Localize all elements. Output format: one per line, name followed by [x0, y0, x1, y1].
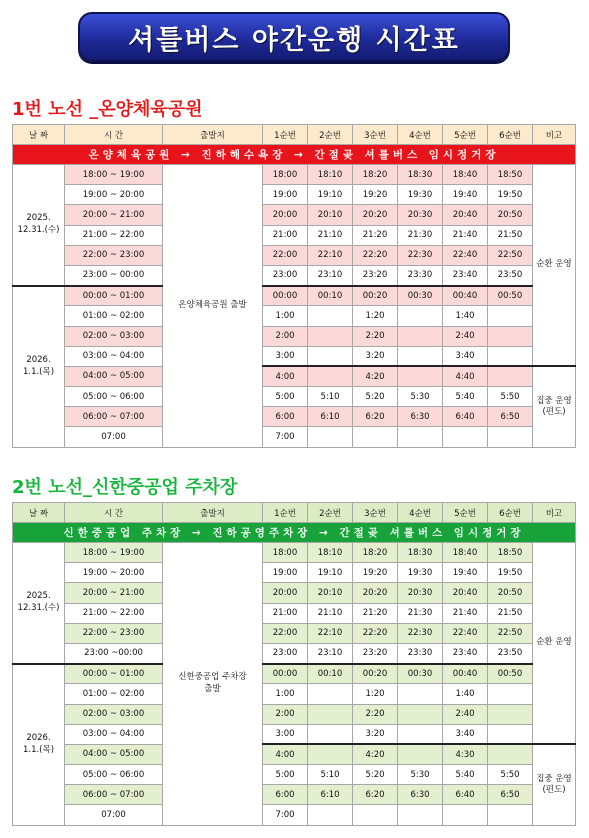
time-range-cell: 01:00 ~ 02:00 [65, 306, 163, 326]
date-cell: 2026. 1.1.(목) [13, 286, 65, 448]
table-row [13, 704, 576, 724]
note-cell: 순환 운영 [533, 543, 576, 745]
departure-cell [488, 306, 533, 326]
table-row [13, 286, 576, 306]
departure-cell [353, 427, 398, 447]
route-path-banner: 온양체육공원 → 진하해수욕장 → 간절곶 셔틀버스 임시정거장 [13, 145, 576, 165]
time-range-cell: 21:00 ~ 22:00 [65, 603, 163, 623]
time-range-cell: 05:00 ~ 06:00 [65, 387, 163, 407]
departure-cell: 00:20 [353, 664, 398, 684]
time-range-cell: 05:00 ~ 06:00 [65, 765, 163, 785]
departure-cell: 23:50 [488, 643, 533, 663]
time-range-cell: 20:00 ~ 21:00 [65, 205, 163, 225]
departure-cell [488, 346, 533, 366]
table-row [13, 265, 576, 285]
departure-cell: 19:30 [398, 185, 443, 205]
time-range-cell: 03:00 ~ 04:00 [65, 724, 163, 744]
table-row [13, 724, 576, 744]
departure-cell: 23:40 [443, 643, 488, 663]
departure-cell [443, 427, 488, 447]
departure-cell: 23:00 [263, 643, 308, 663]
column-header: 출발지 [163, 503, 263, 523]
page-title: 셔틀버스 야간운행 시간표 [128, 24, 460, 56]
time-range-cell: 06:00 ~ 07:00 [65, 407, 163, 427]
departure-cell [308, 346, 353, 366]
departure-cell: 7:00 [263, 427, 308, 447]
departure-cell: 19:30 [398, 563, 443, 583]
departure-cell: 1:40 [443, 684, 488, 704]
departure-cell [398, 427, 443, 447]
departure-cell: 23:10 [308, 643, 353, 663]
departure-cell: 6:20 [353, 407, 398, 427]
departure-cell: 22:10 [308, 245, 353, 265]
table-row [13, 563, 576, 583]
departure-cell: 18:10 [308, 165, 353, 185]
departure-cell [308, 724, 353, 744]
departure-cell: 23:20 [353, 643, 398, 663]
time-range-cell: 22:00 ~ 23:00 [65, 245, 163, 265]
column-header: 날 짜 [13, 125, 65, 145]
departure-cell: 22:20 [353, 245, 398, 265]
departure-cell: 21:10 [308, 603, 353, 623]
date-cell: 2026. 1.1.(목) [13, 664, 65, 826]
departure-cell [443, 805, 488, 825]
column-header: 출발지 [163, 125, 263, 145]
departure-cell: 5:10 [308, 387, 353, 407]
departure-cell: 23:10 [308, 265, 353, 285]
time-range-cell: 01:00 ~ 02:00 [65, 684, 163, 704]
route2-timetable [12, 502, 576, 826]
departure-cell [398, 724, 443, 744]
table-row [13, 603, 576, 623]
departure-cell: 18:00 [263, 165, 308, 185]
departure-cell: 22:40 [443, 623, 488, 643]
departure-cell: 19:40 [443, 563, 488, 583]
departure-cell: 6:00 [263, 407, 308, 427]
column-header: 비고 [533, 125, 576, 145]
departure-cell: 22:30 [398, 245, 443, 265]
table-row [13, 744, 576, 764]
departure-cell [398, 306, 443, 326]
departure-cell: 00:10 [308, 664, 353, 684]
departure-cell: 6:00 [263, 785, 308, 805]
departure-cell: 6:30 [398, 785, 443, 805]
departure-cell: 5:00 [263, 765, 308, 785]
column-header: 6순번 [488, 125, 533, 145]
departure-cell [398, 684, 443, 704]
departure-cell: 5:20 [353, 765, 398, 785]
departure-cell: 20:20 [353, 205, 398, 225]
departure-cell: 23:00 [263, 265, 308, 285]
table-row [13, 765, 576, 785]
table-row [13, 366, 576, 386]
departure-cell: 5:40 [443, 387, 488, 407]
column-header: 2순번 [308, 503, 353, 523]
departure-cell: 00:20 [353, 286, 398, 306]
departure-cell: 21:50 [488, 603, 533, 623]
departure-cell: 23:50 [488, 265, 533, 285]
departure-cell: 20:40 [443, 583, 488, 603]
departure-cell: 18:40 [443, 165, 488, 185]
departure-cell: 20:50 [488, 583, 533, 603]
departure-cell [353, 805, 398, 825]
table-row [13, 245, 576, 265]
departure-cell [308, 805, 353, 825]
departure-cell: 19:50 [488, 563, 533, 583]
departure-cell: 23:20 [353, 265, 398, 285]
time-range-cell: 02:00 ~ 03:00 [65, 704, 163, 724]
date-cell: 2025. 12.31.(수) [13, 543, 65, 664]
time-range-cell: 00:00 ~ 01:00 [65, 286, 163, 306]
column-header: 1순번 [263, 125, 308, 145]
departure-cell: 19:50 [488, 185, 533, 205]
time-range-cell: 04:00 ~ 05:00 [65, 366, 163, 386]
departure-cell: 6:20 [353, 785, 398, 805]
column-header: 1순번 [263, 503, 308, 523]
time-range-cell: 02:00 ~ 03:00 [65, 326, 163, 346]
departure-cell [308, 704, 353, 724]
departure-cell: 1:20 [353, 306, 398, 326]
departure-cell [398, 326, 443, 346]
departure-cell: 4:30 [443, 744, 488, 764]
departure-cell: 5:00 [263, 387, 308, 407]
departure-cell: 6:50 [488, 785, 533, 805]
departure-cell: 00:50 [488, 286, 533, 306]
route1-title: 1번 노선 _온양체육공원 [12, 99, 203, 120]
departure-cell [488, 366, 533, 386]
note-cell: 집중 운영 (편도) [533, 744, 576, 825]
date-cell: 2025. 12.31.(수) [13, 165, 65, 286]
departure-cell: 4:40 [443, 366, 488, 386]
header-row [13, 503, 576, 523]
table-row [13, 326, 576, 346]
table-row [13, 205, 576, 225]
departure-cell: 21:00 [263, 603, 308, 623]
departure-cell: 20:00 [263, 583, 308, 603]
departure-cell: 19:00 [263, 185, 308, 205]
column-header: 3순번 [353, 503, 398, 523]
departure-cell: 19:10 [308, 185, 353, 205]
departure-cell: 21:40 [443, 603, 488, 623]
departure-cell [308, 326, 353, 346]
departure-cell [488, 326, 533, 346]
time-range-cell: 04:00 ~ 05:00 [65, 744, 163, 764]
departure-cell: 3:40 [443, 346, 488, 366]
departure-cell: 23:30 [398, 643, 443, 663]
departure-cell: 18:10 [308, 543, 353, 563]
departure-cell: 5:20 [353, 387, 398, 407]
table-row [13, 643, 576, 663]
departure-cell: 3:40 [443, 724, 488, 744]
route-banner-row [13, 145, 576, 165]
table-row [13, 306, 576, 326]
departure-cell [398, 805, 443, 825]
departure-cell: 20:00 [263, 205, 308, 225]
departure-cell [308, 306, 353, 326]
departure-cell [488, 724, 533, 744]
departure-cell: 19:00 [263, 563, 308, 583]
departure-cell: 3:00 [263, 346, 308, 366]
departure-cell: 7:00 [263, 805, 308, 825]
time-range-cell: 22:00 ~ 23:00 [65, 623, 163, 643]
departure-cell: 19:20 [353, 185, 398, 205]
table-row [13, 583, 576, 603]
departure-cell: 2:20 [353, 704, 398, 724]
time-range-cell: 23:00 ~00:00 [65, 643, 163, 663]
departure-cell: 00:00 [263, 286, 308, 306]
table-row [13, 225, 576, 245]
departure-cell: 6:50 [488, 407, 533, 427]
table-row [13, 543, 576, 563]
departure-cell [488, 704, 533, 724]
departure-cell [398, 704, 443, 724]
departure-cell [308, 427, 353, 447]
departure-cell: 2:40 [443, 704, 488, 724]
departure-cell: 21:50 [488, 225, 533, 245]
departure-cell: 20:30 [398, 583, 443, 603]
departure-cell: 18:50 [488, 165, 533, 185]
departure-cell: 18:50 [488, 543, 533, 563]
departure-cell: 00:30 [398, 664, 443, 684]
departure-cell [488, 744, 533, 764]
time-range-cell: 07:00 [65, 805, 163, 825]
departure-cell: 6:40 [443, 407, 488, 427]
origin-cell: 온양체육공원 출발 [163, 165, 263, 448]
departure-cell: 4:00 [263, 366, 308, 386]
departure-cell: 1:00 [263, 684, 308, 704]
departure-cell: 21:30 [398, 225, 443, 245]
departure-cell [308, 366, 353, 386]
departure-cell: 2:40 [443, 326, 488, 346]
departure-cell: 5:30 [398, 387, 443, 407]
table-row [13, 407, 576, 427]
column-header: 4순번 [398, 503, 443, 523]
departure-cell: 1:00 [263, 306, 308, 326]
departure-cell: 22:00 [263, 623, 308, 643]
departure-cell: 00:10 [308, 286, 353, 306]
departure-cell [488, 427, 533, 447]
column-header: 5순번 [443, 125, 488, 145]
departure-cell: 00:40 [443, 664, 488, 684]
table-row [13, 684, 576, 704]
time-range-cell: 19:00 ~ 20:00 [65, 185, 163, 205]
departure-cell [398, 346, 443, 366]
table-row [13, 664, 576, 684]
table-row [13, 185, 576, 205]
departure-cell: 18:20 [353, 543, 398, 563]
departure-cell: 6:10 [308, 407, 353, 427]
column-header: 날 짜 [13, 503, 65, 523]
departure-cell: 22:30 [398, 623, 443, 643]
time-range-cell: 21:00 ~ 22:00 [65, 225, 163, 245]
departure-cell: 00:40 [443, 286, 488, 306]
departure-cell: 2:00 [263, 326, 308, 346]
route-banner-row [13, 523, 576, 543]
departure-cell: 3:20 [353, 346, 398, 366]
departure-cell: 6:10 [308, 785, 353, 805]
departure-cell: 22:40 [443, 245, 488, 265]
departure-cell: 18:00 [263, 543, 308, 563]
time-range-cell: 18:00 ~ 19:00 [65, 543, 163, 563]
departure-cell: 22:10 [308, 623, 353, 643]
departure-cell: 3:00 [263, 724, 308, 744]
route2-title: 2번 노선_신한중공업 주차장 [12, 477, 238, 498]
departure-cell: 21:40 [443, 225, 488, 245]
column-header: 시 간 [65, 125, 163, 145]
departure-cell [308, 744, 353, 764]
origin-cell: 신한중공업 주차장 출발 [163, 543, 263, 826]
departure-cell: 18:40 [443, 543, 488, 563]
table-row [13, 623, 576, 643]
departure-cell: 3:20 [353, 724, 398, 744]
departure-cell: 18:30 [398, 165, 443, 185]
departure-cell: 22:20 [353, 623, 398, 643]
column-header: 시 간 [65, 503, 163, 523]
time-range-cell: 20:00 ~ 21:00 [65, 583, 163, 603]
column-header: 6순번 [488, 503, 533, 523]
departure-cell: 4:20 [353, 366, 398, 386]
column-header: 3순번 [353, 125, 398, 145]
note-cell: 순환 운영 [533, 165, 576, 367]
departure-cell: 5:50 [488, 765, 533, 785]
time-range-cell: 07:00 [65, 427, 163, 447]
departure-cell: 5:10 [308, 765, 353, 785]
time-range-cell: 00:00 ~ 01:00 [65, 664, 163, 684]
departure-cell: 00:30 [398, 286, 443, 306]
departure-cell: 19:40 [443, 185, 488, 205]
departure-cell: 2:00 [263, 704, 308, 724]
departure-cell [398, 744, 443, 764]
departure-cell: 5:30 [398, 765, 443, 785]
departure-cell: 21:20 [353, 603, 398, 623]
column-header: 비고 [533, 503, 576, 523]
departure-cell: 20:30 [398, 205, 443, 225]
departure-cell: 2:20 [353, 326, 398, 346]
departure-cell: 21:20 [353, 225, 398, 245]
table-row [13, 785, 576, 805]
departure-cell [488, 684, 533, 704]
departure-cell: 18:20 [353, 165, 398, 185]
column-header: 4순번 [398, 125, 443, 145]
departure-cell: 20:10 [308, 205, 353, 225]
time-range-cell: 19:00 ~ 20:00 [65, 563, 163, 583]
table-row [13, 346, 576, 366]
page-title-banner [78, 12, 510, 62]
departure-cell: 22:50 [488, 623, 533, 643]
header-row [13, 125, 576, 145]
route-path-banner: 신한중공업 주차장 → 진하공영주차장 → 간절곶 셔틀버스 임시정거장 [13, 523, 576, 543]
departure-cell: 20:10 [308, 583, 353, 603]
route1-timetable [12, 124, 576, 448]
departure-cell: 00:00 [263, 664, 308, 684]
departure-cell: 5:50 [488, 387, 533, 407]
table-row [13, 805, 576, 825]
departure-cell: 19:10 [308, 563, 353, 583]
table-row [13, 387, 576, 407]
departure-cell: 21:10 [308, 225, 353, 245]
time-range-cell: 23:00 ~ 00:00 [65, 265, 163, 285]
departure-cell: 20:50 [488, 205, 533, 225]
departure-cell [398, 366, 443, 386]
departure-cell: 6:30 [398, 407, 443, 427]
time-range-cell: 18:00 ~ 19:00 [65, 165, 163, 185]
departure-cell: 21:30 [398, 603, 443, 623]
time-range-cell: 03:00 ~ 04:00 [65, 346, 163, 366]
departure-cell: 4:00 [263, 744, 308, 764]
column-header: 5순번 [443, 503, 488, 523]
departure-cell: 21:00 [263, 225, 308, 245]
departure-cell: 4:20 [353, 744, 398, 764]
departure-cell: 1:40 [443, 306, 488, 326]
column-header: 2순번 [308, 125, 353, 145]
departure-cell: 22:50 [488, 245, 533, 265]
departure-cell: 23:30 [398, 265, 443, 285]
departure-cell [488, 805, 533, 825]
table-row [13, 165, 576, 185]
departure-cell: 19:20 [353, 563, 398, 583]
departure-cell: 20:40 [443, 205, 488, 225]
departure-cell: 23:40 [443, 265, 488, 285]
departure-cell: 20:20 [353, 583, 398, 603]
departure-cell: 1:20 [353, 684, 398, 704]
time-range-cell: 06:00 ~ 07:00 [65, 785, 163, 805]
departure-cell [308, 684, 353, 704]
departure-cell: 18:30 [398, 543, 443, 563]
departure-cell: 6:40 [443, 785, 488, 805]
departure-cell: 22:00 [263, 245, 308, 265]
departure-cell: 5:40 [443, 765, 488, 785]
table-row [13, 427, 576, 447]
departure-cell: 00:50 [488, 664, 533, 684]
note-cell: 집중 운영 (편도) [533, 366, 576, 447]
